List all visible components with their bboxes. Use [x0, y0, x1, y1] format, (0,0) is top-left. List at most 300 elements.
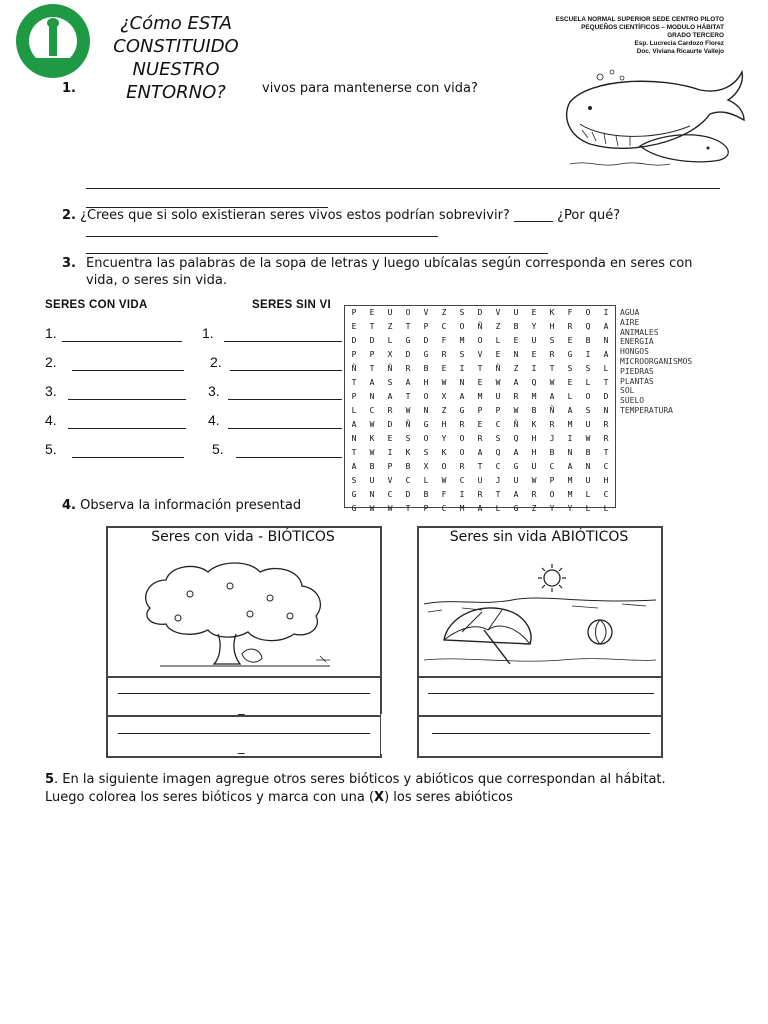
question-1 — [62, 80, 76, 97]
word-search-cell[interactable]: E — [495, 350, 501, 359]
word-search-cell[interactable]: Y — [441, 434, 447, 443]
word-search-cell[interactable]: N — [369, 490, 375, 499]
word-search-cell[interactable]: Ñ — [387, 364, 393, 373]
word-search-cell[interactable]: Q — [585, 322, 591, 331]
word-search-cell[interactable]: R — [549, 350, 555, 359]
box-divider — [417, 715, 663, 717]
word-search-cell[interactable]: R — [405, 364, 411, 373]
word-search-cell[interactable]: Y — [567, 504, 573, 513]
word-search-cell[interactable]: O — [405, 308, 411, 317]
word-list-item: ANIMALES — [620, 327, 659, 337]
word-search-cell[interactable]: T — [405, 322, 411, 331]
word-search-cell[interactable]: I — [603, 308, 609, 317]
word-list-item: PIEDRAS — [620, 366, 654, 376]
word-search-cell[interactable]: B — [549, 448, 555, 457]
word-search-cell[interactable]: K — [441, 448, 447, 457]
word-search-cell[interactable]: G — [513, 462, 519, 471]
answer-line[interactable] — [228, 399, 342, 400]
word-list-item: AGUA — [620, 308, 640, 317]
word-search-cell[interactable]: Y — [549, 504, 555, 513]
answer-line[interactable] — [230, 370, 342, 371]
answer-line[interactable] — [62, 341, 182, 342]
word-search-cell[interactable]: P — [495, 406, 501, 415]
word-search-cell[interactable]: L — [387, 336, 393, 345]
word-search-cell[interactable]: R — [477, 434, 483, 443]
word-search-cell[interactable]: A — [513, 448, 519, 457]
word-search-cell[interactable]: Ñ — [351, 364, 357, 373]
word-search-cell[interactable]: P — [351, 308, 357, 317]
word-search-cell[interactable]: T — [351, 378, 357, 387]
school-line: ESCUELA NORMAL SUPERIOR SEDE CENTRO PILOTO — [555, 16, 724, 23]
word-search-cell[interactable]: M — [459, 336, 465, 345]
word-search-cell[interactable]: R — [441, 350, 447, 359]
con-vida-3: 3. — [45, 383, 57, 399]
word-search-cell[interactable]: S — [351, 476, 357, 485]
sin-vida-2: 2. — [210, 354, 222, 370]
word-search-cell[interactable]: O — [423, 434, 429, 443]
word-search-cell[interactable]: Q — [513, 434, 519, 443]
word-search-cell[interactable]: A — [603, 322, 609, 331]
word-search-cell[interactable]: P — [387, 462, 393, 471]
word-search-cell[interactable]: B — [585, 336, 591, 345]
word-search-cell[interactable]: W — [513, 406, 519, 415]
word-search-cell[interactable]: I — [459, 364, 465, 373]
word-search-cell[interactable]: G — [513, 504, 519, 513]
word-search-cell[interactable]: C — [549, 462, 555, 471]
con-vida-1: 1. — [45, 325, 57, 341]
word-search-cell[interactable]: B — [531, 406, 537, 415]
word-search-cell[interactable]: A — [549, 392, 555, 401]
word-search-cell[interactable]: C — [603, 462, 609, 471]
word-list-item: HONGOS — [620, 347, 649, 357]
word-search-cell[interactable]: B — [423, 364, 429, 373]
word-search-cell[interactable]: T — [495, 490, 501, 499]
question-text: Observa la información presentad — [80, 498, 302, 513]
word-search-cell[interactable]: B — [405, 462, 411, 471]
word-search-cell[interactable]: V — [495, 308, 501, 317]
word-search-cell[interactable]: T — [405, 504, 411, 513]
word-search-cell[interactable]: Ñ — [405, 420, 411, 429]
word-search-cell[interactable]: A — [567, 406, 573, 415]
word-search-cell[interactable]: C — [495, 462, 501, 471]
word-search-cell[interactable]: A — [477, 504, 483, 513]
word-search-cell[interactable]: C — [387, 490, 393, 499]
word-search-cell[interactable]: E — [441, 364, 447, 373]
word-search-cell[interactable]: A — [603, 350, 609, 359]
sin-vida-4: 4. — [208, 412, 220, 428]
school-line: GRADO TERCERO — [667, 32, 724, 39]
answer-line[interactable] — [228, 428, 342, 429]
word-search-cell[interactable]: W — [549, 378, 555, 387]
word-search-cell[interactable]: L — [603, 364, 609, 373]
word-search-cell[interactable]: N — [459, 378, 465, 387]
word-search-cell[interactable]: H — [441, 420, 447, 429]
word-search-cell[interactable]: P — [549, 476, 555, 485]
word-search-cell[interactable]: A — [513, 378, 519, 387]
word-search-cell[interactable]: K — [405, 448, 411, 457]
word-search-cell[interactable]: U — [495, 392, 501, 401]
word-search-cell[interactable]: D — [387, 420, 393, 429]
word-search-cell[interactable]: E — [567, 378, 573, 387]
word-search-cell[interactable]: N — [351, 434, 357, 443]
answer-line[interactable] — [68, 428, 186, 429]
school-line: Esp. Lucrecia Cardozo Florez — [634, 40, 724, 47]
word-search-cell[interactable]: A — [567, 462, 573, 471]
word-search-cell[interactable]: R — [459, 420, 465, 429]
word-search-cell[interactable]: N — [603, 406, 609, 415]
word-search-cell[interactable]: T — [603, 378, 609, 387]
word-search-cell[interactable]: C — [405, 476, 411, 485]
word-search-cell[interactable]: A — [387, 392, 393, 401]
word-search-cell[interactable]: B — [423, 490, 429, 499]
word-search-cell[interactable]: G — [567, 350, 573, 359]
sin-vida-heading: SERES SIN VI — [252, 299, 332, 311]
underscore-mark: _ — [238, 740, 245, 755]
word-search-cell[interactable]: W — [369, 420, 375, 429]
word-search-cell[interactable]: T — [477, 462, 483, 471]
word-search-cell[interactable]: W — [441, 476, 447, 485]
word-search-cell[interactable]: P — [423, 504, 429, 513]
word-search-cell[interactable]: M — [567, 490, 573, 499]
word-search-cell[interactable]: E — [567, 336, 573, 345]
word-search-cell[interactable]: P — [423, 322, 429, 331]
word-search-cell[interactable]: D — [405, 490, 411, 499]
word-search-cell[interactable]: E — [513, 336, 519, 345]
question-text: ) los seres abióticos — [384, 790, 513, 805]
word-search-cell[interactable]: L — [585, 490, 591, 499]
word-search-cell[interactable]: U — [585, 420, 591, 429]
word-search-cell[interactable]: N — [369, 392, 375, 401]
question-5-line-2 — [45, 789, 757, 806]
answer-line[interactable] — [86, 188, 720, 189]
word-search-cell[interactable]: P — [351, 350, 357, 359]
question-2 — [62, 207, 722, 224]
word-search-cell[interactable]: I — [585, 350, 591, 359]
gap — [381, 714, 415, 754]
word-search-cell[interactable]: J — [549, 434, 555, 443]
word-search-cell[interactable]: R — [513, 392, 519, 401]
word-search-cell[interactable]: A — [351, 462, 357, 471]
word-search-cell[interactable]: R — [549, 420, 555, 429]
word-search-cell[interactable]: M — [459, 504, 465, 513]
con-vida-heading: SERES CON VIDA — [45, 299, 148, 311]
answer-line[interactable] — [428, 693, 654, 694]
word-search-cell[interactable]: E — [477, 378, 483, 387]
underscore-mark: _ — [238, 701, 245, 716]
word-search-cell[interactable]: O — [441, 462, 447, 471]
word-search-cell[interactable]: T — [369, 364, 375, 373]
word-search-cell[interactable]: E — [531, 350, 537, 359]
word-search-cell[interactable]: I — [567, 434, 573, 443]
word-search-cell[interactable]: D — [351, 336, 357, 345]
word-search-cell[interactable]: E — [369, 308, 375, 317]
sin-vida-5: 5. — [212, 441, 224, 457]
word-search-cell[interactable]: A — [477, 448, 483, 457]
word-search-cell[interactable]: F — [441, 336, 447, 345]
word-search-cell[interactable]: O — [477, 336, 483, 345]
word-search-cell[interactable]: D — [405, 350, 411, 359]
word-search-cell[interactable]: E — [477, 420, 483, 429]
word-search-cell[interactable]: G — [351, 490, 357, 499]
word-search-cell[interactable]: R — [477, 490, 483, 499]
word-search-cell[interactable]: D — [369, 336, 375, 345]
word-search-cell[interactable]: U — [477, 476, 483, 485]
word-search-cell[interactable]: O — [459, 434, 465, 443]
word-search-cell[interactable]: R — [603, 420, 609, 429]
question-number: 1. — [62, 81, 76, 96]
word-search-cell[interactable]: R — [387, 406, 393, 415]
word-search-cell[interactable]: W — [369, 504, 375, 513]
word-search-cell[interactable]: C — [369, 406, 375, 415]
word-search-cell[interactable]: N — [603, 336, 609, 345]
word-search-cell[interactable]: G — [423, 420, 429, 429]
answer-line[interactable] — [236, 457, 342, 458]
word-search-cell[interactable]: S — [423, 448, 429, 457]
word-list-item: AIRE — [620, 317, 640, 327]
word-search-cell[interactable]: O — [459, 322, 465, 331]
word-search-cell[interactable]: M — [567, 420, 573, 429]
word-search-cell[interactable]: J — [495, 476, 501, 485]
word-search-cell[interactable]: Ñ — [495, 364, 501, 373]
word-search-cell[interactable]: X — [441, 392, 447, 401]
word-search-cell[interactable]: G — [423, 350, 429, 359]
word-search-cell[interactable]: U — [513, 476, 519, 485]
word-search-cell[interactable]: A — [351, 420, 357, 429]
answer-line[interactable] — [432, 733, 650, 734]
word-search-cell[interactable]: Ñ — [549, 406, 555, 415]
word-search-cell[interactable]: V — [423, 308, 429, 317]
page-title: ¿Cómo ESTA CONSTITUIDO NUESTRO ENTORNO? — [113, 13, 239, 103]
answer-line[interactable] — [86, 253, 548, 254]
word-search-cell[interactable]: Y — [531, 322, 537, 331]
word-search-cell[interactable]: L — [585, 504, 591, 513]
con-vida-2: 2. — [45, 354, 57, 370]
word-search-cell[interactable]: Z — [495, 322, 501, 331]
word-search-cell[interactable]: L — [495, 504, 501, 513]
word-search-cell[interactable]: W — [405, 406, 411, 415]
word-search-cell[interactable]: H — [531, 448, 537, 457]
answer-line[interactable] — [224, 341, 342, 342]
word-search-cell[interactable]: W — [441, 378, 447, 387]
word-search-cell[interactable]: B — [369, 462, 375, 471]
question-4 — [62, 497, 301, 514]
word-search-cell[interactable]: W — [585, 434, 591, 443]
answer-line[interactable] — [72, 370, 184, 371]
word-search-cell[interactable]: N — [585, 462, 591, 471]
word-list-item: TEMPERATURA — [620, 405, 673, 415]
word-search-cell[interactable]: C — [459, 476, 465, 485]
word-search-cell[interactable]: A — [459, 392, 465, 401]
word-search-cell[interactable]: N — [567, 448, 573, 457]
word-search-cell[interactable]: L — [567, 392, 573, 401]
question-number: 2. — [62, 208, 76, 223]
word-search-cell[interactable]: Z — [531, 504, 537, 513]
word-search-cell[interactable]: S — [459, 308, 465, 317]
word-search-cell[interactable]: T — [369, 322, 375, 331]
word-search-cell[interactable]: S — [585, 364, 591, 373]
question-number: 4. — [62, 498, 76, 513]
sin-vida-3: 3. — [208, 383, 220, 399]
word-list-item: MICROORGANISMOS — [620, 356, 693, 366]
word-search-cell[interactable]: Z — [513, 364, 519, 373]
word-search-cell[interactable]: A — [405, 378, 411, 387]
word-search-cell[interactable]: U — [585, 476, 591, 485]
word-search-cell[interactable]: V — [477, 350, 483, 359]
word-search-cell[interactable]: D — [603, 392, 609, 401]
word-search-cell[interactable]: A — [513, 490, 519, 499]
word-search-cell[interactable]: S — [405, 434, 411, 443]
word-list — [620, 308, 692, 416]
question-3-number — [62, 255, 82, 272]
word-list-item: PLANTAS — [620, 376, 654, 386]
word-search-cell[interactable]: Q — [531, 378, 537, 387]
word-search-cell[interactable]: N — [513, 350, 519, 359]
word-search-cell[interactable]: K — [549, 308, 555, 317]
answer-line[interactable] — [86, 236, 438, 237]
question-text: . En la siguiente imagen agregue otros seres bióticos y abióticos que correspondan al hábitat. — [54, 772, 666, 787]
word-search-cell[interactable]: A — [369, 378, 375, 387]
question-3-text: Encuentra las palabras de la sopa de letras y luego ubícalas según corresponda en seres con vida, o seres sin vida. — [86, 256, 693, 288]
word-search-cell[interactable]: I — [387, 448, 393, 457]
word-search-cell[interactable]: B — [513, 322, 519, 331]
school-line: PEQUEÑOS CIENTÍFICOS – MODULO HÁBITAT — [581, 24, 724, 31]
word-search-cell[interactable]: Z — [441, 406, 447, 415]
word-search-cell[interactable]: U — [531, 462, 537, 471]
word-search-cell[interactable]: P — [477, 406, 483, 415]
word-search-cell[interactable]: U — [369, 476, 375, 485]
word-list-item: ENERGIA — [620, 337, 654, 347]
word-search-cell[interactable]: R — [531, 490, 537, 499]
word-search-cell[interactable]: E — [531, 308, 537, 317]
word-search-cell[interactable]: L — [351, 406, 357, 415]
word-search-cell[interactable]: P — [351, 392, 357, 401]
question-text: Luego colorea los seres bióticos y marca con una ( — [45, 790, 375, 805]
word-search-cell[interactable]: C — [495, 420, 501, 429]
word-search-cell[interactable]: B — [585, 448, 591, 457]
word-search-cell[interactable]: R — [459, 462, 465, 471]
word-search-cell[interactable]: M — [477, 392, 483, 401]
word-search-cell[interactable]: Ñ — [477, 322, 483, 331]
word-search-cell[interactable]: H — [603, 476, 609, 485]
word-search-cell[interactable]: I — [531, 364, 537, 373]
word-search-cell[interactable]: S — [549, 336, 555, 345]
word-search-cell[interactable]: L — [603, 504, 609, 513]
word-search-cell[interactable]: T — [351, 448, 357, 457]
word-search-cell[interactable]: H — [423, 378, 429, 387]
word-search-cell[interactable]: X — [387, 350, 393, 359]
word-search-cell[interactable]: R — [567, 322, 573, 331]
word-list-item: SOL — [620, 386, 635, 396]
question-number: 5 — [45, 772, 55, 787]
word-search-cell[interactable]: K — [369, 434, 375, 443]
whale-illustration — [560, 64, 750, 180]
word-search-cell[interactable]: W — [495, 378, 501, 387]
word-search-cell[interactable]: C — [603, 490, 609, 499]
word-search-cell[interactable]: U — [531, 336, 537, 345]
con-vida-5: 5. — [45, 441, 57, 457]
abioticos-title: Seres sin vida ABIÓTICOS — [449, 529, 629, 545]
word-search-cell[interactable]: E — [351, 322, 357, 331]
x-mark: X — [374, 790, 385, 805]
word-search-cell[interactable]: G — [351, 504, 357, 513]
word-search-cell[interactable]: L — [585, 378, 591, 387]
word-search-cell[interactable]: S — [459, 350, 465, 359]
box-divider — [106, 676, 382, 678]
box-divider — [417, 676, 663, 678]
word-search-cell[interactable]: L — [423, 476, 429, 485]
answer-line[interactable] — [118, 733, 370, 734]
word-search-cell[interactable]: G — [405, 336, 411, 345]
word-search-cell[interactable]: O — [585, 308, 591, 317]
word-search-cell[interactable]: O — [549, 490, 555, 499]
word-search-cell[interactable]: N — [423, 406, 429, 415]
word-search-cell[interactable]: Z — [441, 308, 447, 317]
word-search-cell[interactable]: T — [477, 364, 483, 373]
word-search-cell[interactable]: D — [477, 308, 483, 317]
word-search-cell[interactable]: K — [531, 420, 537, 429]
school-logo — [16, 4, 90, 78]
bioticos-title: Seres con vida - BIÓTICOS — [151, 529, 335, 545]
word-search-cell[interactable]: W — [387, 504, 393, 513]
word-search-cell[interactable]: X — [423, 462, 429, 471]
word-search-cell[interactable]: U — [513, 308, 519, 317]
word-search-cell[interactable]: V — [387, 476, 393, 485]
word-search-cell[interactable]: R — [603, 434, 609, 443]
school-line: Doc. Viviana Ricaurte Vallejo — [636, 48, 724, 55]
word-search-cell[interactable]: Ñ — [513, 420, 519, 429]
word-search-cell[interactable]: H — [549, 322, 555, 331]
word-search-cell[interactable]: O — [423, 392, 429, 401]
word-search-cell[interactable]: L — [495, 336, 501, 345]
answer-line[interactable] — [118, 693, 370, 694]
word-search-cell[interactable]: S — [567, 364, 573, 373]
word-search-cell[interactable]: C — [441, 504, 447, 513]
word-search-cell[interactable]: M — [567, 476, 573, 485]
question-1-text: vivos para mantenerse con vida? — [262, 81, 478, 96]
word-search-cell[interactable]: Q — [495, 448, 501, 457]
word-search-cell[interactable]: G — [459, 406, 465, 415]
word-search-cell[interactable]: S — [495, 434, 501, 443]
word-search-cell[interactable]: T — [405, 392, 411, 401]
word-search-cell[interactable]: S — [387, 378, 393, 387]
word-search-cell[interactable]: F — [441, 490, 447, 499]
word-search-cell[interactable]: I — [459, 490, 465, 499]
word-search-cell[interactable]: W — [531, 476, 537, 485]
word-search-cell[interactable]: O — [585, 392, 591, 401]
word-search-cell[interactable]: U — [387, 308, 393, 317]
school-header — [470, 16, 724, 56]
answer-line[interactable] — [72, 457, 184, 458]
word-search-cell[interactable]: H — [531, 434, 537, 443]
word-search-cell[interactable]: F — [567, 308, 573, 317]
question-5 — [45, 771, 757, 788]
answer-line[interactable] — [68, 399, 186, 400]
tree-illustration — [130, 558, 350, 674]
word-search-cell[interactable]: T — [549, 364, 555, 373]
word-search-cell[interactable]: M — [531, 392, 537, 401]
word-search-cell[interactable]: C — [441, 322, 447, 331]
word-search-cell[interactable]: E — [387, 434, 393, 443]
word-search-cell[interactable]: Z — [387, 322, 393, 331]
word-search-cell[interactable]: P — [369, 350, 375, 359]
word-search-cell[interactable]: D — [423, 336, 429, 345]
word-search-cell[interactable]: O — [459, 448, 465, 457]
word-search-cell[interactable]: T — [603, 448, 609, 457]
question-number: 3. — [62, 256, 76, 271]
word-search-grid[interactable] — [344, 305, 616, 513]
word-search-cell[interactable]: W — [369, 448, 375, 457]
word-search-cell[interactable]: S — [585, 406, 591, 415]
